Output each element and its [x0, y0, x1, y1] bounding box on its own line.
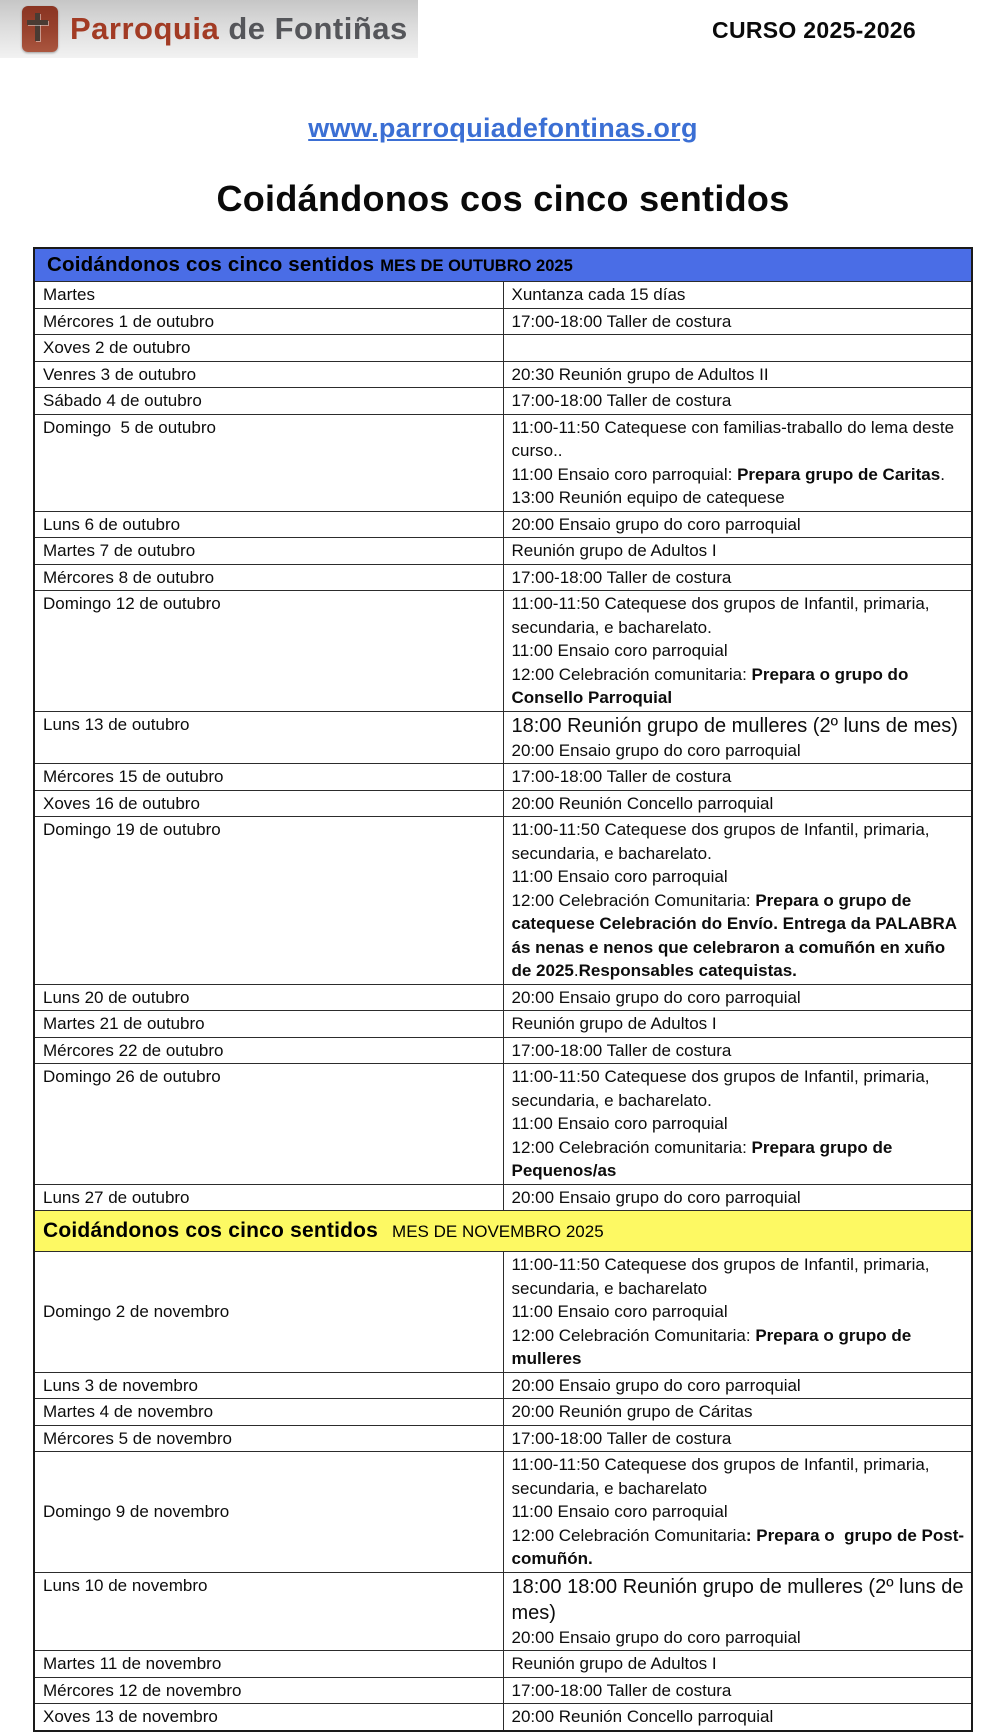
- event-line: 20:30 Reunión grupo de Adultos II: [511, 364, 769, 384]
- table-row: [34, 984, 972, 1011]
- table-row: [34, 1572, 972, 1651]
- event-line: Xuntanza cada 15 días: [511, 285, 686, 304]
- event-line: [512, 336, 966, 360]
- events-cell: [503, 1252, 972, 1373]
- event-line: 11:00 Ensaio coro parroquial: [511, 1302, 728, 1321]
- date-cell: Domingo 12 de outubro: [34, 591, 503, 712]
- events-cell: [503, 335, 972, 362]
- events-cell: [503, 1704, 972, 1731]
- parish-logo: [0, 0, 418, 58]
- events-cell: [503, 1372, 972, 1399]
- schedule-table: [33, 247, 973, 1732]
- events-cell: [503, 361, 972, 388]
- date-cell: Xoves 16 de outubro: [34, 790, 503, 817]
- event-line: 17:00-18:00 Taller de costura: [511, 767, 732, 786]
- events-cell: [503, 1425, 972, 1452]
- event-line: 17:00-18:00 Taller de costura: [511, 311, 732, 331]
- table-row: [34, 1372, 972, 1399]
- event-line: 12:00 Celebración Comunitaria: Prepara o grupo de catequese Celebración do Envío. Entrega da PALABRA ás nenas e nenos que celebraron a comuñón en xuño de 2025.Responsables catequistas.: [511, 890, 962, 980]
- event-line: Reunión grupo de Adultos I: [511, 1654, 717, 1673]
- month-header-cell: [34, 1211, 972, 1252]
- date-cell: Xoves 2 de outubro: [34, 335, 503, 362]
- event-line: 11:00 Ensaio coro parroquial: Prepara grupo de Caritas.: [511, 464, 945, 484]
- event-line: 12:00 Celebración Comunitaria: Prepara o grupo de mulleres: [511, 1325, 916, 1368]
- event-line: 18:00 Reunión grupo de mulleres (2º luns de mes): [511, 714, 958, 737]
- events-cell: [503, 1011, 972, 1038]
- event-line: Reunión grupo de Adultos I: [511, 541, 717, 560]
- table-row: [34, 1425, 972, 1452]
- table-row: [34, 361, 972, 388]
- event-line: 17:00-18:00 Taller de costura: [511, 1040, 732, 1060]
- month-header-row: [34, 1211, 972, 1252]
- table-row: [34, 1252, 972, 1373]
- event-line: 11:00 Ensaio coro parroquial: [511, 867, 728, 886]
- table-row: [34, 538, 972, 565]
- table-row: [34, 282, 972, 309]
- date-cell: Martes 11 de novembro: [34, 1651, 503, 1678]
- event-line: 11:00 Ensaio coro parroquial: [511, 1114, 728, 1133]
- table-row: [34, 1011, 972, 1038]
- table-row: [34, 1399, 972, 1426]
- date-cell: Mércores 12 de novembro: [34, 1677, 503, 1704]
- table-row: [34, 591, 972, 712]
- events-cell: [503, 1037, 972, 1064]
- course-label: CURSO 2025-2026: [712, 17, 916, 43]
- event-line: 20:00 Ensaio grupo do coro parroquial: [511, 1187, 801, 1207]
- date-cell: Mércores 8 de outubro: [34, 564, 503, 591]
- events-cell: [503, 511, 972, 538]
- events-cell: [503, 591, 972, 712]
- cross-icon: [22, 6, 58, 52]
- event-line: 12:00 Celebración Comunitaria: Prepara o grupo de Post-comuñón.: [511, 1525, 965, 1568]
- table-row: [34, 1651, 972, 1678]
- event-line: 11:00-11:50 Catequese dos grupos de Infantil, primaria, secundaria, e bacharelato.: [511, 1067, 935, 1110]
- link-row: [0, 113, 1006, 144]
- event-line: 11:00 Ensaio coro parroquial: [511, 1502, 728, 1521]
- events-cell: [503, 1651, 972, 1678]
- date-cell: Luns 20 de outubro: [34, 984, 503, 1011]
- event-line: 20:00 Reunión grupo de Cáritas: [511, 1402, 753, 1421]
- date-cell: Martes 21 de outubro: [34, 1011, 503, 1038]
- table-row: [34, 1037, 972, 1064]
- date-cell: Venres 3 de outubro: [34, 361, 503, 388]
- event-line: Reunión grupo de Adultos I: [511, 1014, 717, 1033]
- events-cell: [503, 790, 972, 817]
- logo-text-secondary: de Fontiñas: [219, 11, 408, 46]
- month-header-title: Coidándonos cos cinco sentidos: [43, 1219, 379, 1242]
- table-row: [34, 764, 972, 791]
- events-cell: [503, 1399, 972, 1426]
- table-row: [34, 817, 972, 985]
- table-row: [34, 1677, 972, 1704]
- event-line: 11:00-11:50 Catequese dos grupos de Infantil, primaria, secundaria, e bacharelato.: [511, 594, 935, 637]
- date-cell: Xoves 13 de novembro: [34, 1704, 503, 1731]
- table-row: [34, 414, 972, 511]
- date-cell: Martes 7 de outubro: [34, 538, 503, 565]
- event-line: 20:00 Reunión Concello parroquial: [511, 1707, 774, 1726]
- event-line: 17:00-18:00 Taller de costura: [511, 1680, 732, 1700]
- date-cell: Mércores 5 de novembro: [34, 1425, 503, 1452]
- event-line: 11:00-11:50 Catequese dos grupos de Infantil, primaria, secundaria, e bacharelato: [511, 1255, 935, 1298]
- event-line: 20:00 Ensaio grupo do coro parroquial: [511, 1627, 801, 1647]
- event-line: 17:00-18:00 Taller de costura: [511, 391, 732, 410]
- events-cell: [503, 817, 972, 985]
- events-cell: [503, 282, 972, 309]
- month-header-subtitle: MES DE OUTUBRO 2025: [380, 257, 573, 275]
- table-row: [34, 1704, 972, 1731]
- events-cell: [503, 1064, 972, 1185]
- date-cell: Mércores 22 de outubro: [34, 1037, 503, 1064]
- date-cell: Domingo 26 de outubro: [34, 1064, 503, 1185]
- event-line: 11:00-11:50 Catequese dos grupos de Infantil, primaria, secundaria, e bacharelato.: [511, 820, 935, 863]
- events-cell: [503, 1184, 972, 1211]
- website-link[interactable]: www.parroquiadefontinas.org: [308, 113, 698, 143]
- month-header-cell: [34, 248, 972, 282]
- table-row: [34, 511, 972, 538]
- events-cell: [503, 564, 972, 591]
- table-row: [34, 711, 972, 764]
- logo-text: [70, 11, 408, 47]
- date-cell: Luns 10 de novembro: [34, 1572, 503, 1651]
- table-row: [34, 790, 972, 817]
- table-row: [34, 1184, 972, 1211]
- table-row: [34, 1064, 972, 1185]
- event-line: 18:00 18:00 Reunión grupo de mulleres (2º luns de mes): [511, 1575, 970, 1624]
- events-cell: [503, 1572, 972, 1651]
- month-header-title: Coidándonos cos cinco sentidos: [47, 253, 375, 276]
- table-row: [34, 1452, 972, 1573]
- date-cell: Mércores 1 de outubro: [34, 308, 503, 335]
- event-line: 11:00-11:50 Catequese dos grupos de Infantil, primaria, secundaria, e bacharelato: [511, 1455, 935, 1498]
- event-line: 17:00-18:00 Taller de costura: [511, 1428, 732, 1448]
- events-cell: [503, 308, 972, 335]
- events-cell: [503, 1452, 972, 1573]
- events-cell: [503, 711, 972, 764]
- date-cell: Domingo 5 de outubro: [34, 414, 503, 511]
- event-line: 17:00-18:00 Taller de costura: [511, 567, 732, 587]
- date-cell: Luns 3 de novembro: [34, 1372, 503, 1399]
- date-cell: Luns 13 de outubro: [34, 711, 503, 764]
- date-cell: Luns 6 de outubro: [34, 511, 503, 538]
- table-row: [34, 308, 972, 335]
- events-cell: [503, 414, 972, 511]
- events-cell: [503, 388, 972, 415]
- table-row: [34, 564, 972, 591]
- event-line: 11:00-11:50 Catequese con familias-traballo do lema deste curso..: [511, 417, 959, 460]
- event-line: 11:00 Ensaio coro parroquial: [511, 641, 728, 660]
- event-line: 20:00 Ensaio grupo do coro parroquial: [511, 740, 801, 760]
- date-cell: Mércores 15 de outubro: [34, 764, 503, 791]
- date-cell: Domingo 19 de outubro: [34, 817, 503, 985]
- event-line: 20:00 Ensaio grupo do coro parroquial: [511, 987, 801, 1007]
- date-cell: Sábado 4 de outubro: [34, 388, 503, 415]
- page-title: Coidándonos cos cinco sentidos: [216, 178, 790, 219]
- date-cell: Domingo 9 de novembro: [34, 1452, 503, 1573]
- logo-text-primary: Parroquia: [70, 11, 220, 46]
- date-cell: Luns 27 de outubro: [34, 1184, 503, 1211]
- events-cell: [503, 1677, 972, 1704]
- month-header-subtitle: MES DE NOVEMBRO 2025: [392, 1222, 604, 1241]
- table-row: [34, 388, 972, 415]
- events-cell: [503, 984, 972, 1011]
- date-cell: Domingo 2 de novembro: [34, 1252, 503, 1373]
- events-cell: [503, 538, 972, 565]
- event-line: 12:00 Celebración comunitaria: Prepara o grupo do Consello Parroquial: [511, 664, 914, 707]
- event-line: 13:00 Reunión equipo de catequese: [511, 488, 785, 507]
- date-cell: Martes: [34, 282, 503, 309]
- event-line: 20:00 Reunión Concello parroquial: [511, 793, 774, 813]
- events-cell: [503, 764, 972, 791]
- month-header-row: [34, 248, 972, 282]
- date-cell: Martes 4 de novembro: [34, 1399, 503, 1426]
- table-row: [34, 335, 972, 362]
- event-line: 12:00 Celebración comunitaria: Prepara grupo de Pequenos/as: [511, 1137, 898, 1180]
- event-line: 20:00 Ensaio grupo do coro parroquial: [511, 514, 801, 534]
- event-line: 20:00 Ensaio grupo do coro parroquial: [511, 1375, 801, 1395]
